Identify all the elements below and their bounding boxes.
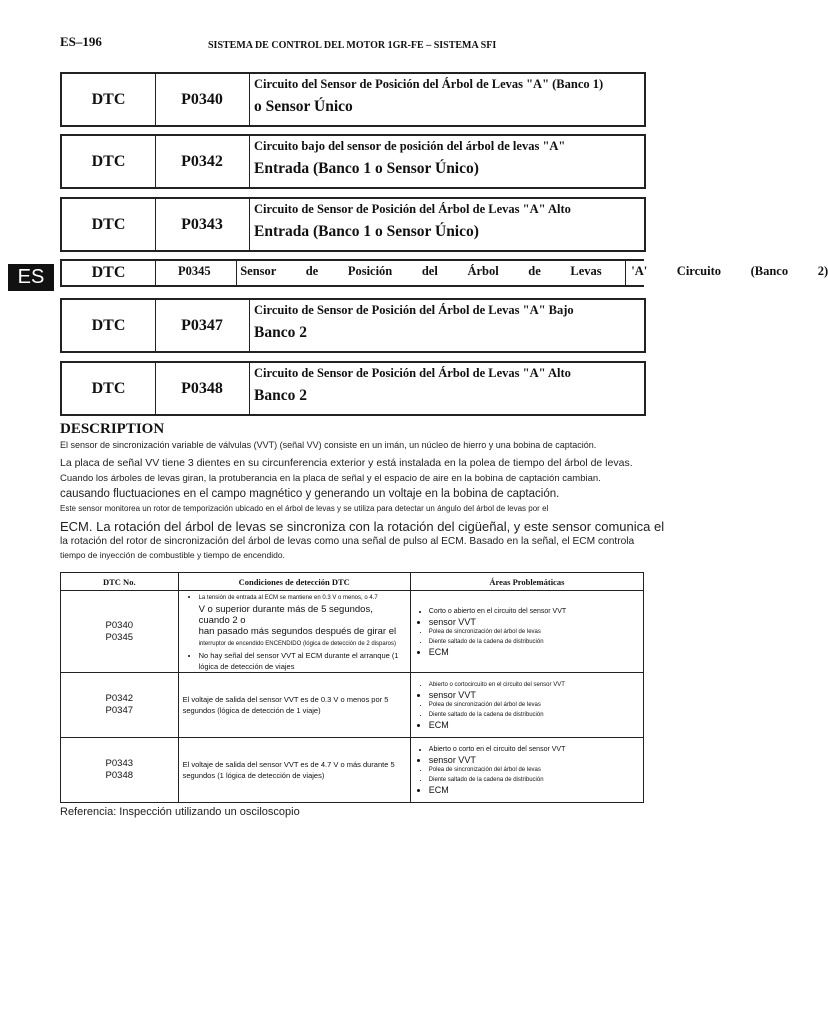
dtc-code: P0340 — [155, 74, 250, 125]
dtc-codes-cell: P0343 P0348 — [61, 738, 179, 803]
condition-item: • La tensión de entrada al ECM se mantiene en 0.3 V o menos, o 4.7 V o superior durante más de 5 segundos, cuando 2 o han pasado más segundos después de girar el interruptor de encendido ENCENDIDO (lógica de detección de 2 disparos) — [199, 591, 406, 650]
dtc-title-line1: Circuito del Sensor de Posición del Árbol de Levas "A" (Banco 1) — [254, 77, 604, 91]
table-header: Condiciones de detección DTC — [178, 573, 410, 591]
dtc-codes-cell: P0342 P0347 — [61, 673, 179, 738]
dtc-label: DTC — [62, 363, 156, 414]
dtc-title-line2: Banco 2 — [254, 324, 307, 341]
dtc-title-line2: Banco 2 — [254, 387, 307, 404]
table-row — [61, 738, 644, 803]
dtc-conditions-table — [60, 572, 644, 803]
description-line: El sensor de sincronización variable de válvulas (VVT) (señal VV) consiste en un imán, un núcleo de hierro y una bobina de captación. — [60, 440, 597, 450]
dtc-box-p0340 — [60, 72, 646, 127]
dtc-title-line2: o Sensor Único — [254, 98, 353, 115]
table-row — [61, 591, 644, 673]
dtc-title-line2: Entrada (Banco 1 o Sensor Único) — [254, 223, 479, 240]
dtc-code: P0343 — [155, 199, 250, 250]
table-header: Áreas Problemáticas — [410, 573, 643, 591]
page-header-title: SISTEMA DE CONTROL DEL MOTOR 1GR-FE – SISTEMA SFI — [208, 40, 497, 51]
description-line: causando fluctuaciones en el campo magnético y generando un voltaje en la bobina de captación. — [60, 488, 560, 500]
problem-areas-cell: • Abierto o cortocircuito en el circuito del sensor VVT • sensor VVT • Polea de sincronización del árbol de levas • Diente saltado de la cadena de distribución • ECM — [410, 673, 643, 738]
description-line: La placa de señal VV tiene 3 dientes en su circunferencia exterior y está instalada en la polea de tiempo del árbol de levas. — [60, 457, 633, 469]
dtc-title-line1: Circuito de Sensor de Posición del Árbol de Levas "A" Alto — [254, 366, 571, 380]
description-heading: DESCRIPTION — [60, 421, 165, 437]
table-header-row — [61, 573, 644, 591]
condition-item: • No hay señal del sensor VVT al ECM durante el arranque (1 lógica de detección de viajes — [199, 650, 406, 672]
dtc-label: DTC — [62, 74, 156, 125]
dtc-label: DTC — [62, 261, 156, 285]
description-line: ECM. La rotación del árbol de levas se sincroniza con la rotación del cigüeñal, y este sensor comunica el — [60, 519, 665, 534]
dtc-box-p0345 — [60, 259, 828, 287]
dtc-title-line1: Circuito bajo del sensor de posición del árbol de levas "A" — [254, 139, 566, 153]
description-line: tiempo de inyección de combustible y tiempo de encendido. — [60, 550, 285, 560]
dtc-title-line1: Circuito de Sensor de Posición del Árbol de Levas "A" Bajo — [254, 303, 574, 317]
conditions-cell — [178, 591, 410, 673]
description-line: Este sensor monitorea un rotor de temporización ubicado en el árbol de levas y se utiliza para detectar un ángulo del árbol de levas por el — [60, 504, 549, 513]
dtc-box-p0343 — [60, 197, 646, 252]
dtc-label: DTC — [62, 300, 156, 351]
description-line: Cuando los árboles de levas giran, la protuberancia en la placa de señal y el espacio de aire en la bobina de captación cambian. — [60, 473, 601, 484]
problem-areas-cell: • Corto o abierto en el circuito del sensor VVT • sensor VVT • Polea de sincronización del árbol de levas • Diente saltado de la cadena de distribución • ECM — [410, 591, 643, 673]
table-header: DTC No. — [61, 573, 179, 591]
dtc-code: P0348 — [155, 363, 250, 414]
page-number: ES–196 — [60, 34, 102, 49]
dtc-label: DTC — [62, 199, 156, 250]
conditions-cell: El voltaje de salida del sensor VVT es de 0.3 V o menos por 5 segundos (lógica de detección de 1 viaje) — [178, 673, 410, 738]
dtc-codes-cell: P0340 P0345 — [61, 591, 179, 673]
dtc-p0345-title: P0345 Sensor de Posición del Árbol de Levas 'A' Circuito (Banco 2) — [178, 264, 828, 278]
description-line: la rotación del rotor de sincronización del árbol de levas como una señal de pulso al ECM. Basado en la señal, el ECM controla — [60, 536, 635, 547]
dtc-box-p0348 — [60, 361, 646, 416]
reference-note: Referencia: Inspección utilizando un osciloscopio — [60, 806, 300, 818]
dtc-label: DTC — [62, 136, 156, 187]
dtc-box-p0347 — [60, 298, 646, 353]
section-tab-es: ES — [8, 264, 54, 291]
table-row — [61, 673, 644, 738]
problem-areas-cell: • Abierto o corto en el circuito del sensor VVT • sensor VVT • Polea de sincronización del árbol de levas • Diente saltado de la cadena de distribución • ECM — [410, 738, 643, 803]
dtc-code: P0347 — [155, 300, 250, 351]
dtc-title-line1: Circuito de Sensor de Posición del Árbol de Levas "A" Alto — [254, 202, 571, 216]
dtc-box-p0342 — [60, 134, 646, 189]
dtc-title-line2: Entrada (Banco 1 o Sensor Único) — [254, 160, 479, 177]
conditions-cell: El voltaje de salida del sensor VVT es de 4.7 V o más durante 5 segundos (1 lógica de detección de viajes) — [178, 738, 410, 803]
dtc-code: P0342 — [155, 136, 250, 187]
